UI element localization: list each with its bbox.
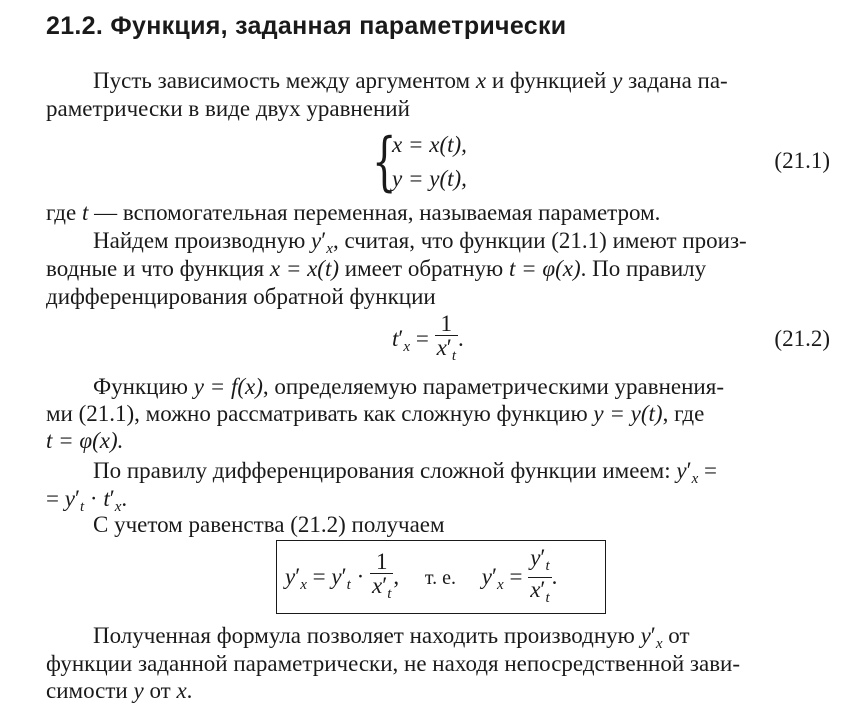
math-y: y [311,228,322,253]
equals-sign: = [46,486,65,511]
subscript: x [403,338,411,355]
paragraph-7-line-1: Полученная формула позволяет находить производную $y'_x$ от [93,623,690,652]
equation-number-21-2: (21.2) [774,326,830,351]
paragraph-1-line-1 [93,68,728,94]
math-t: t [103,486,110,511]
math-y: y [676,458,687,483]
math-y: y [612,68,623,93]
math-x: x [372,573,383,598]
dot-operator: · [350,563,370,589]
paragraph-4-line-1 [93,374,724,400]
equation-row-2: y = y(t), [392,166,467,191]
math-y: y [481,563,493,589]
paragraph-2 [46,200,660,226]
equation-row-1: x = x(t), [392,132,467,157]
text-span: и функцией [486,68,613,93]
text-span: Найдем производную [93,228,312,253]
math-expression: y = f(x) [193,374,263,399]
subscript: x [691,471,699,487]
text-span: , считая, что функции (21.1) имеют произ- [332,228,747,253]
subscript: t [545,558,550,574]
text-span: Функцию [93,374,194,399]
subscript: t [346,576,351,593]
text-span: водные и что функция [46,256,270,281]
left-brace-symbol: { [372,125,397,199]
period: . [186,678,193,703]
fraction-numerator: 1 [440,311,453,336]
paragraph-5-line-1: По правилу дифференцирования сложной функции имеем: $y'_x$ = [93,458,718,487]
paragraph-7-line-2: функции заданной параметрически, не находя непосредственной зави- [46,651,741,676]
equals-sign: = [306,563,332,589]
subscript: t [451,348,456,364]
paragraph-3-line-1: Найдем производную $y'_x$, считая, что функции (21.1) имеют произ- [93,228,747,257]
math-x: x [436,335,447,360]
equals-sign: = [503,563,529,589]
text-span: от [143,678,177,703]
fraction-numerator: $y'_t$ [530,545,550,574]
paragraph-6: С учетом равенства (21.2) получаем [93,512,445,537]
text-span: — вспомогательная переменная, называемая параметром. [88,200,661,225]
equals-sign: = [698,458,718,483]
fraction-numerator: 1 [375,549,388,574]
fraction [370,551,393,606]
equation-number-21-1: (21.1) [774,148,830,173]
subscript: t [387,586,392,602]
text-span: симости [46,678,134,703]
paragraph-5-line-2: = $y'_t \cdot t'_x$. [46,486,128,515]
period: . [551,563,558,589]
math-x: x [530,577,541,602]
fraction-denominator: $x'_t$ [528,577,551,610]
math-y: y [331,563,342,589]
math-y: y [640,623,651,648]
math-t: t [392,325,399,351]
subscript: x [114,499,122,515]
math-x: x [176,678,187,703]
fraction-denominator: $x'_t$ [435,335,458,368]
equals-sign: = [410,325,435,351]
subscript: x [326,241,333,257]
math-expression: y = y(t) [593,401,663,426]
text-span: задана па- [622,68,728,93]
subscript: t [545,590,550,606]
subscript: x [497,576,504,593]
boxed-formula [276,540,606,614]
math-x: x [475,68,487,93]
paragraph-3-line-3: дифференцирования обратной функции [46,284,436,309]
math-expression: t = φ(x) [508,256,581,281]
fraction [435,313,458,368]
paragraph-3-line-2 [46,256,706,282]
boxed-formula-content: $y'_x = y'_t$ · $\frac{1}{x'_t}$ , т. е. $y'_x$ = $\frac{y'_t}{x'_t}$ . [285,547,557,610]
period: . [121,486,128,511]
paragraph-7-line-3 [46,678,192,704]
text-span: имеет обратную [339,256,509,281]
paragraph-4-line-2 [46,401,704,427]
math-y: y [285,563,296,589]
subscript: t [79,499,85,515]
text-span: По правилу дифференцирования сложной функции имеем: [93,458,677,483]
subscript: x [300,576,307,593]
math-y: y [530,545,541,570]
text-span: т. е. [424,566,457,589]
comma: , [393,563,400,589]
math-y: y [133,678,144,703]
math-expression: x = x(t) [269,256,340,281]
dot-operator: · [84,486,104,511]
text-span: где [46,200,82,225]
text-span: ми (21.1), можно рассматривать как сложную функцию [46,401,594,426]
subscript: x [655,636,663,652]
text-span: , где [662,401,705,426]
paragraph-1-line-2: раметрически в виде двух уравнений [46,96,410,121]
paragraph-4-line-3: t = φ(x). [46,428,124,453]
fraction-denominator: $x'_t$ [370,573,393,606]
equation-21-2: $t'_x$ = $\frac{1}{x'_t}$ . [392,313,464,368]
text-span: Пусть зависимость между аргументом [93,68,476,93]
text-span: Полученная формула позволяет находить производную [93,623,641,648]
math-t: t [81,200,89,225]
text-span: . По правилу [580,256,707,281]
text-span: , определяемую параметрическими уравнения- [262,374,724,399]
text-span: от [662,623,690,648]
period: . [458,325,464,351]
math-y: y [64,486,75,511]
fraction [528,547,551,610]
section-heading: 21.2. Функция, заданная параметрически [46,12,567,40]
